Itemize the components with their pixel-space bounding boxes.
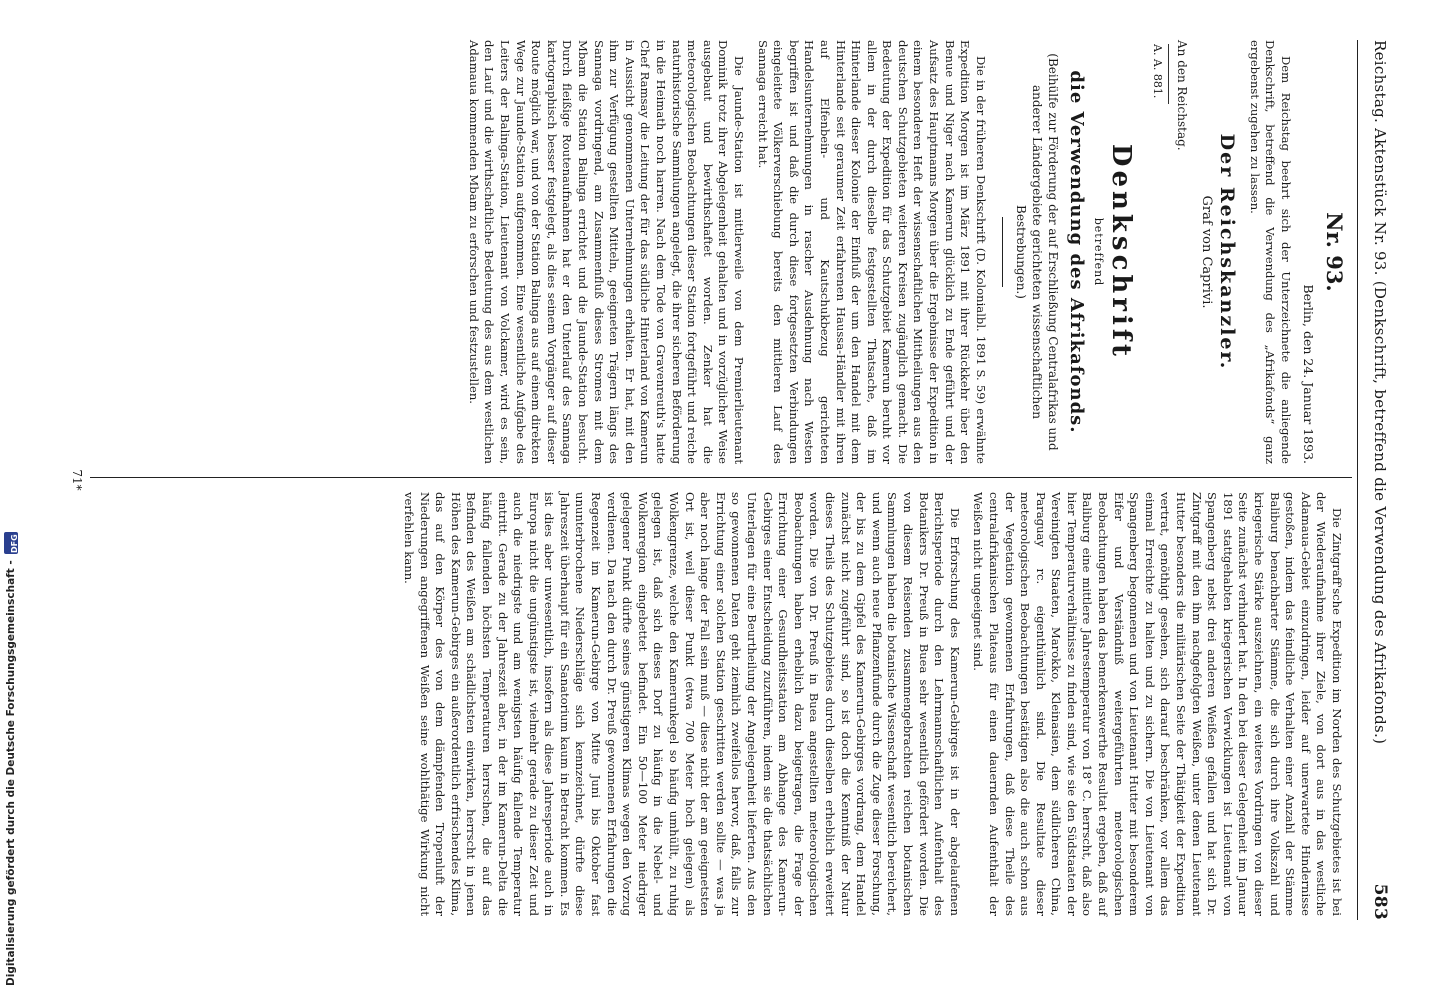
paragraph: Die Jaunde-Station ist mittlerweile von dem Premierlieutenant Dominik trotz ihrer Abgelegenheit gehalten und in vorzüglicher Weise ausgebaut und bewirthschaftet worden. Zenker hat die meteorologischen Beobachtungen dieser Station fortgeführt und reiche naturhistorische Sammlungen angelegt, die ihrer sicheren Beförderung in die Heimath noch harren. Nach dem Tode von Gravenreuth's hatte Chef Ramsay die Leitung der für das südliche Hinterland von Kamerun in Aussicht genommenen Unternehmungen erhalten. Er hat, mit den ihm zur Verfügung gestellten Mitteln, geeigneten Trägern längs des Sannaga vordringend, am Zusammenfluß dieses Stromes mit dem Mbam die Station Balinga errichtet und die Jaunde-Station besucht. Durch fleißige Routenaufnahmen hat er den Unterlauf des Sannaga kartographisch besser festgelegt, als dies seinem Vorgänger auf dieser Route möglich war, und von der Station Balinga aus auf einem direkten Wege zur Jaunde-Station aufgenommen. Eine wesentliche Aufgabe des Leiters der Balinga-Station, Lieutenant von Volckamer, wird es sein, den Lauf und die wirthschaftliche Bedeutung des aus dem westlichen Adamaua kommenden Mbam zu erforschen und festzustellen. bbox=[466, 40, 746, 464]
denkschrift-subject: die Verwendung des Afrikafonds. bbox=[1066, 70, 1088, 434]
column-divider bbox=[90, 477, 1352, 478]
signer-name: Graf von Caprivi. bbox=[1199, 195, 1215, 309]
reference-number: A. A. 881. bbox=[1150, 44, 1170, 104]
denkschrift-subtitle: (Beihülfe zur Förderung der auf Erschließung Centralafrikas und anderer Ländergebiete gerichteten wissenschaftlichen Bestrebungen.) bbox=[1013, 53, 1060, 451]
paragraph: Die Zintgraff'sche Expedition im Norden des Schutzgebietes ist bei der Wiederaufnahme ihrer Ziele, von dort aus in das westliche Adamaua-Gebiet einzudringen, leider auf unerwartete Hindernisse gestoßen, indem das feindliche Verhalten einer Anzahl der Stämme Baliburg benachbarter Stämme, die sich durch ihre Volkszahl und kriegerische Stärke auszeichnen, ein weiteres Vordringen von dieser Seite zunächst verhindert hat. In den bei dieser Gelegenheit im Januar 1891 stattgehabten kriegerischen Verwicklungen ist Lieutenant von Spangenberg nebst drei anderen Weißen gefallen und hat sich Dr. Zintgraff mit den ihm nachgefolgten Weißen, unter denen Lieutenant Hutter besonders die militärischen Seite der Thätigkeit der Expedition vertrat, genöthigt gesehen, sich darauf beschränken, vor allem das einmal Erreichte zu halten und zu sichern. Die von Lieutenant von Spangenberg begonnenen und von Lieutenant Hutter mit besonderem Eifer und Verständniß weitergeführten meteorologischen Beobachtungen haben das bemerkenswerthe Resultat ergeben, daß auf Baliburg eine mittlere Jahrestemperatur von 18° C. herrscht, daß also hier Temperaturverhältnisse zu finden sind, wie sie den Südstaaten der Vereinigten Staaten, Marokko, Kleinasien, dem südlicheren China, Paraguay rc. eigenthümlich sind. Die Resultate dieser meteorologischen Beobachtungen bestätigen also die auch schon aus der Vegetation gewonnenen Erfahrungen, daß diese Theile des centralafrikanischen Plateaus für einen dauernden Aufenthalt der Weißen nicht ungeeignet sind. bbox=[971, 492, 1344, 916]
denkschrift-title: Denkschrift bbox=[1105, 143, 1136, 361]
signer-title: Der Reichskanzler. bbox=[1216, 133, 1239, 371]
right-column bbox=[392, 492, 1344, 916]
addressee: An den Reichstag. bbox=[1174, 40, 1189, 151]
running-head-title: Reichstag. Aktenstück Nr. 93. (Denkschrift, betreffend die Verwendung des Afrikafonds.) bbox=[1371, 40, 1389, 745]
credit-text: Digitalisierung gefördert durch die Deutsche Forschungsgemeinschaft - bbox=[5, 560, 17, 986]
page-number: 583 bbox=[1370, 883, 1390, 920]
header-rule bbox=[1357, 40, 1358, 920]
paragraph: Die Erforschung des Kamerun-Gebirges ist in der abgelaufenen Berichtsperiode durch den Lehrmannschaftlichen Aufenthalt des Botanikers Dr. Preuß in Buea sehr wesentlich gefördert worden. Die von diesem Reisenden zusammengebrachten reichen botanischen Sammlungen haben die botanische Wissenschaft wesentlich bereichert, und wenn auch neue Pflanzenfunde durch die Zuge dieser Forschung, der bis zu dem Gipfel des Kamerun-Gebirges vordrang, dem Handel zunächst nicht zugeführt sind, so ist doch die Kenntniß der Natur dieses Theils des Schutzgebietes durch dieselben erheblich erweitert worden. Die von Dr. Preuß in Buea angestellten meteorologischen Beobachtungen haben erheblich dazu beigetragen, die Frage der Errichtung einer Gesundheitsstation am Abhange des Kamerun-Gebirges einer Entscheidung zuzuführen, indem sie die thatsächlichen Unterlagen für eine Beurtheilung der Angelegenheit lieferten. Aus den so gewonnenen Daten geht ziemlich zweifellos hervor, daß, falls zur Errichtung einer solchen Station geschritten werden sollte — was ja aber noch lange der Fall sein muß — diese nicht der am geeignetsten Ort ist, weil dieser Punkt (etwa 700 Meter hoch gelegen) als Wolkengrenze, welche den Kamerunkegel so häufig umhüllt, zu ruhig gelegen ist, daß sich dieses Dorf zu häufig in die Nebel- und Wolkenregion eingebettet befindet. Ein 50—100 Meter niedriger gelegener Punkt dürfte seines günstigeren Klimas wegen den Vorzug verdienen. Da nach den durch Dr. Preuß gewonnenen Erfahrungen die Regenzeit im Kamerun-Gebirge von Mitte Juni bis Oktober fast ununterbrochene Niederschläge sich kennzeichnet, dürfte diese Jahreszeit überhaupt für ein Sanatorium kaum in Betracht kommen. Es ist dies aber unwesentlich, insofern als diese Jahresperiode auch in Europa nicht die ungünstigste ist, vielmehr gerade zu dieser Zeit und auch die niedrigste und am wenigsten häufig fallende Temperatur eintritt. Gerade zu der Jahreszeit aber, in der im Kamerun-Delta die häufig fallenden höchsten Temperaturen herrschen, die auf das Befinden des Weißen am schädlichsten einwirken, herrscht in jenen Höhen des Kamerun-Gebirges ein außerordentlich erfrischendes Klima, das auf den Körper des von dem dämpfenden Tropenluft der Niederungen angegriffenen Weißen seine wohlthätige Wirkung nicht verfehlen kann. bbox=[401, 492, 962, 916]
paragraph: Die in der früheren Denkschrift (D. Kolonialbl. 1891 S. 59) erwähnte Expedition Morgen ist im März 1891 mit ihrer Rückkehr über den Benue und Niger nach Kamerun glücklich zu Ende geführt und der Aufsatz des Hauptmanns Morgen über die Ergebnisse der Expedition in einem besonderen Heft der wissenschaftlichen Mittheilungen aus den deutschen Schutzgebieten weiteren Kreisen zugänglich gemacht. Die Bedeutung der Expedition für das Schutzgebiet Kamerun beruht vor allem in der durch dieselbe festgestellten Thatsache, daß im Hinterlande dieser Kolonie der Einfluß der um den Handel mit dem Hinterlande seit geraumer Zeit erfahrenen Haussa-Händler mit ihren auf Elfenbein- und Kautschukbezug gerichteten Handelsunternehmungen in rascher Ausdehnung nach Westen begriffen ist und daß die durch diese fortgesetzten Verbindungen eingeleitete Völkerverschiebung bereits den mittleren Lauf des Sannaga erreicht hat. bbox=[755, 40, 988, 464]
betreffend-label: betreffend bbox=[1092, 217, 1106, 287]
left-column bbox=[457, 40, 1347, 464]
document-number: Nr. 93. bbox=[1322, 212, 1347, 292]
letter-date: Berlin, den 24. Januar 1893. bbox=[1301, 284, 1317, 464]
letter-body: Dem Reichstag beehrt sich der Unterzeichnete die anliegende Denkschrift, betreffend die Verwendung des „Afrikafonds“ ganz ergebenst zugehen zu lassen. bbox=[1247, 40, 1293, 464]
digitization-credit bbox=[2, 14, 20, 986]
running-head bbox=[1362, 40, 1398, 920]
section-rule bbox=[1002, 217, 1003, 287]
signature-mark: 71* bbox=[70, 469, 84, 491]
dfg-logo-icon: DFG bbox=[4, 532, 18, 554]
page-content bbox=[68, 40, 1398, 920]
